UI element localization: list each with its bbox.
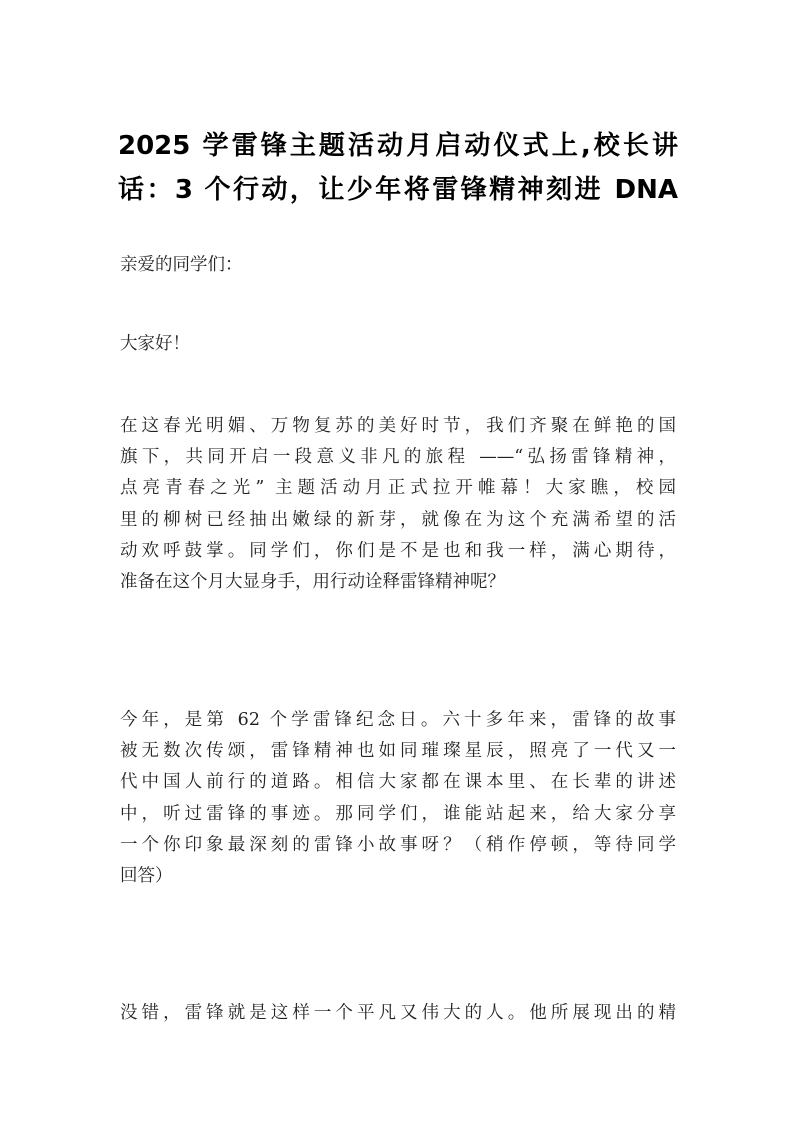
paragraph-2-line: 一个你印象最深刻的雷锋小故事呀？（稍作停顿，等待同学 xyxy=(120,834,676,855)
title-line-1: 2025 学雷锋主题活动月启动仪式上,校长讲 xyxy=(118,131,678,161)
paragraph-3 xyxy=(120,998,676,1029)
paragraph-2-line: 今年，是第 62 个学雷锋纪念日。六十多年来，雷锋的故事 xyxy=(120,710,676,730)
paragraph-1-line: 动欢呼鼓掌。同学们，你们是不是也和我一样，满心期待， xyxy=(120,540,676,561)
document-title xyxy=(118,124,678,212)
greeting-text: 亲爱的同学们： xyxy=(120,255,243,275)
paragraph-1 xyxy=(120,411,676,598)
paragraph-3-line: 没错，雷锋就是这样一个平凡又伟大的人。他所展现出的精 xyxy=(120,1003,676,1023)
paragraph-2 xyxy=(120,705,676,892)
hello-text: 大家好！ xyxy=(120,334,190,354)
paragraph-2-line: 代中国人前行的道路。相信大家都在课本里、在长辈的讲述 xyxy=(120,772,676,793)
paragraph-1-line: 里的柳树已经抽出嫩绿的新芽，就像在为这个充满希望的活 xyxy=(120,509,676,530)
paragraph-1-line: 点亮青春之光” 主题活动月正式拉开帷幕！大家瞧，校园 xyxy=(120,478,676,499)
paragraph-2-line: 中，听过雷锋的事迹。那同学们，谁能站起来，给大家分享 xyxy=(120,803,676,824)
paragraph-1-line: 准备在这个月大显身手，用行动诠释雷锋精神呢？ xyxy=(120,572,505,593)
title-line-2: 话：3 个行动，让少年将雷锋精神刻进 DNA xyxy=(118,175,678,205)
greeting xyxy=(120,250,676,281)
hello xyxy=(120,329,676,360)
paragraph-2-line: 回答） xyxy=(120,866,173,887)
paragraph-2-line: 被无数次传颂，雷锋精神也如同璀璨星辰，照亮了一代又一 xyxy=(120,741,676,762)
paragraph-1-line: 在这春光明媚、万物复苏的美好时节，我们齐聚在鲜艳的国 xyxy=(120,416,676,436)
paragraph-1-line: 旗下，共同开启一段意义非凡的旅程 ——“弘扬雷锋精神， xyxy=(120,447,676,468)
